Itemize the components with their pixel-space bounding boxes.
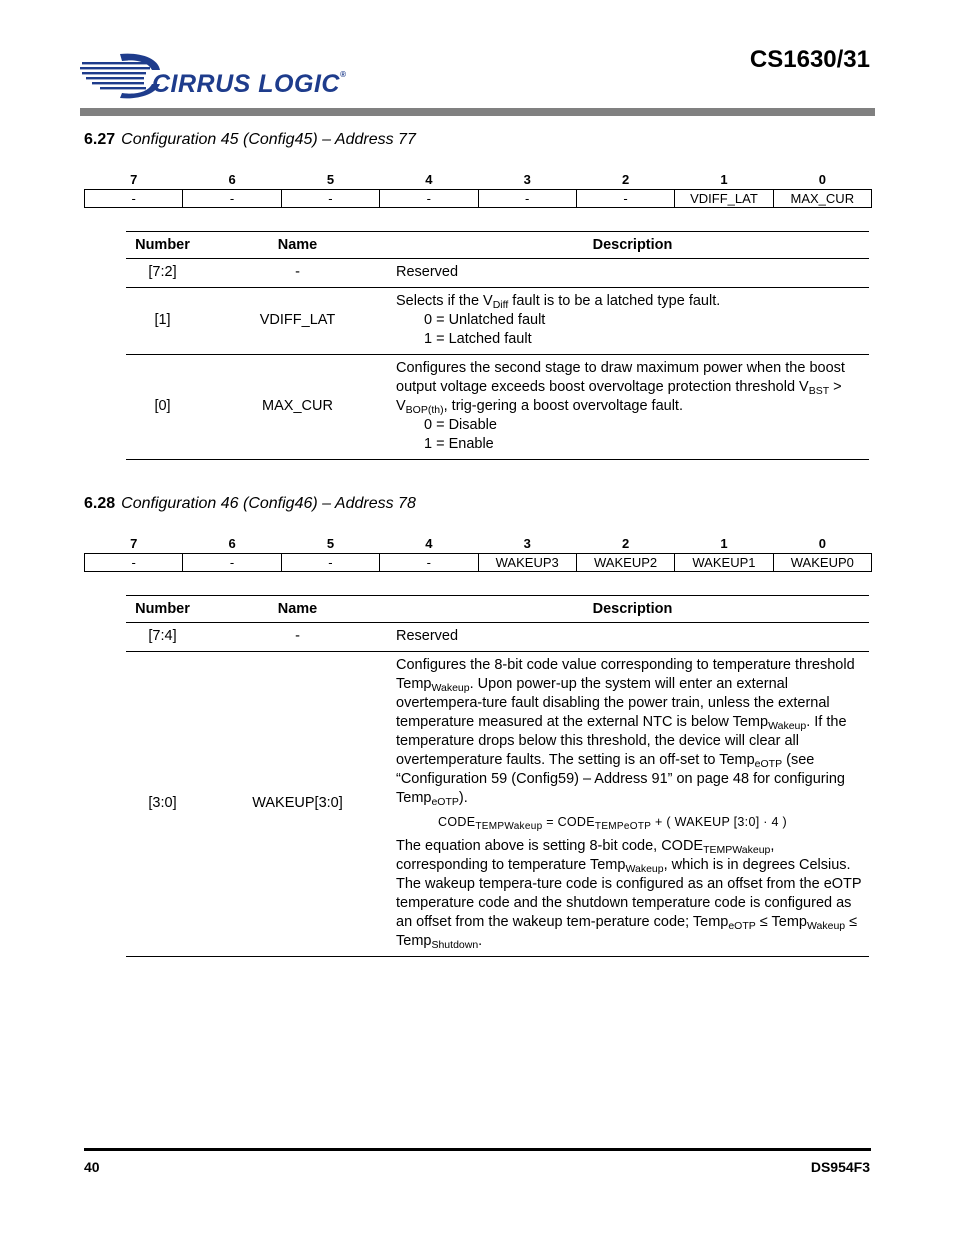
bit-value: -	[380, 190, 478, 208]
bit-header: 4	[425, 171, 433, 187]
bit-value: -	[183, 190, 281, 208]
bit-value: WAKEUP2	[576, 554, 674, 572]
table-row	[126, 259, 869, 288]
field-name: MAX_CUR	[199, 355, 396, 460]
option-0: 0 = Disable	[424, 417, 497, 433]
equation: $CODE_{TEMPWakeup}$ = $CODE_{TEMPeOTP}$ + ( WAKEUP [3:0] · 4 )	[438, 815, 787, 832]
option-1: 1 = Latched fault	[424, 331, 532, 347]
bit-header: 5	[326, 171, 335, 187]
field-description-table-config45	[126, 231, 869, 460]
bit-header: 1	[720, 171, 728, 187]
bit-header: 6	[228, 171, 236, 187]
bit-header: 0	[818, 535, 826, 551]
column-header: Number	[126, 596, 199, 623]
column-header: Name	[199, 232, 396, 259]
bit-header: 7	[130, 535, 138, 551]
bit-header: 5	[326, 535, 335, 551]
document-id: DS954F3	[810, 1159, 870, 1175]
bit-value: -	[576, 190, 674, 208]
table-header-row	[126, 596, 869, 623]
bit-value-row	[85, 190, 872, 208]
option-1: 1 = Enable	[424, 436, 494, 452]
header-divider	[80, 108, 875, 116]
field-name: VDIFF_LAT	[199, 288, 396, 355]
field-description: Reserved	[396, 623, 869, 652]
bit-header: 4	[425, 535, 433, 551]
field-number: [3:0]	[126, 652, 199, 957]
column-header: Description	[396, 596, 869, 623]
page-number: 40	[84, 1159, 100, 1175]
field-description-table-config46	[126, 595, 869, 957]
table-header-row	[126, 232, 869, 259]
field-name: -	[199, 259, 396, 288]
field-description: Configures the second stage to draw maximum power when the boost output voltage exceeds boost overvoltage protection threshold $V_{BST} > V_{BOP(th)}$, trig-gering a boost overvoltage fault. 0 = Disable 1 = Enable	[396, 355, 869, 460]
field-description	[396, 652, 869, 957]
bit-header: 6	[228, 535, 236, 551]
field-number: [7:2]	[126, 259, 199, 288]
table-row	[126, 288, 869, 355]
column-header: Number	[126, 232, 199, 259]
bit-header: 2	[621, 535, 630, 551]
register-bit-map-config45	[84, 171, 872, 208]
document-title: CS1630/31	[749, 46, 870, 73]
bit-header: 7	[130, 171, 138, 187]
bit-value: -	[281, 190, 379, 208]
field-description: Reserved	[396, 259, 869, 288]
field-number: [1]	[126, 288, 199, 355]
field-number: [7:4]	[126, 623, 199, 652]
table-row	[126, 623, 869, 652]
bit-header: 1	[720, 535, 728, 551]
bit-header: 2	[621, 171, 630, 187]
description-paragraph: The equation above is setting 8-bit code, $CODE_{TEMPWakeup}$, corresponding to temperature Temp$_{Wakeup}$, which is in degrees Celsius. The wakeup tempera-ture code is configured as an offset from the eOTP temperature code and the shutdown temperature code is configured as an offset from the wakeup tem-perature code; Temp$_{eOTP}$ ≤ Temp$_{Wakeup}$ ≤ Temp$_{Shutdown}$.	[396, 838, 862, 951]
bit-value: -	[85, 190, 183, 208]
column-header: Name	[199, 596, 396, 623]
bit-header: 3	[523, 535, 531, 551]
bit-value: -	[380, 554, 478, 572]
description-paragraph: Configures the 8-bit code value corresponding to temperature threshold Temp$_{Wakeup}$. Upon power-up the system will enter an external overtempera-ture fault disabling the power train, unless the external temperature measured at the external NTC is below Temp$_{Wakeup}$. If the temperature drops below this threshold, the device will clear all overtemperature faults. The setting is an off-set to Temp$_{eOTP}$ (see “Configuration 59 (Config59) – Address 91” on page 48 for configuring Temp$_{eOTP}$).	[396, 657, 855, 808]
section-heading-6-27: 6.27 Configuration 45 (Config45) – Address 77	[84, 131, 416, 148]
option-0: 0 = Unlatched fault	[424, 312, 546, 328]
register-bit-map-config46	[84, 535, 872, 572]
footer-divider	[84, 1148, 871, 1151]
bit-value: -	[478, 190, 576, 208]
table-row	[126, 355, 869, 460]
bit-value: -	[281, 554, 379, 572]
field-name: -	[199, 623, 396, 652]
section-heading-6-28: 6.28 Configuration 46 (Config46) – Address 78	[84, 495, 416, 512]
field-number: [0]	[126, 355, 199, 460]
bit-value: -	[85, 554, 183, 572]
bit-value: VDIFF_LAT	[675, 190, 773, 208]
bit-value: WAKEUP1	[675, 554, 773, 572]
bit-header: 0	[818, 171, 826, 187]
bit-value-row	[85, 554, 872, 572]
field-description: Selects if the $V_{Diff}$ fault is to be a latched type fault. 0 = Unlatched fault 1 = Latched fault	[396, 288, 869, 355]
bit-header-row	[85, 171, 872, 190]
column-header: Description	[396, 232, 869, 259]
bit-value: WAKEUP3	[478, 554, 576, 572]
table-row	[126, 652, 869, 957]
logo-wordmark: CIRRUS LOGIC®	[152, 70, 347, 98]
field-name: WAKEUP[3:0]	[199, 652, 396, 957]
bit-value: WAKEUP0	[773, 554, 871, 572]
bit-header-row	[85, 535, 872, 554]
bit-value: MAX_CUR	[773, 190, 871, 208]
bit-value: -	[183, 554, 281, 572]
bit-header: 3	[523, 171, 531, 187]
